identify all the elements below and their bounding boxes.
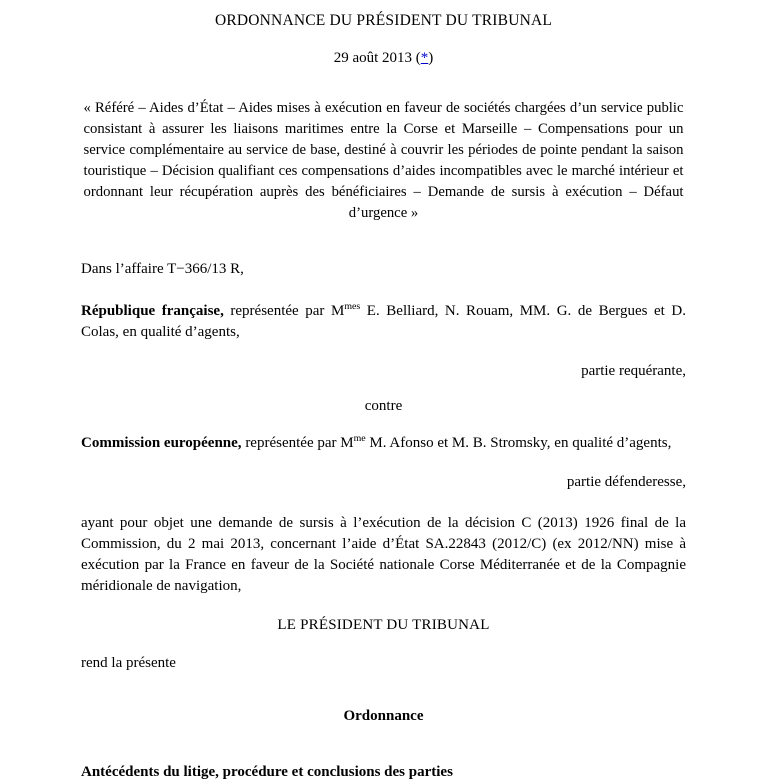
defendant-name: Commission européenne, bbox=[81, 435, 242, 452]
defendant-rest-1: représentée par M bbox=[241, 435, 354, 452]
case-summary: « Référé – Aides d’État – Aides mises à exécution en faveur de sociétés chargées d’un service public consistant à assurer les liaisons maritimes entre la Corse et Marseille – Compensations pour un service complémentaire au service de base, destiné à couvrir les périodes de pointe pendant la saison touristique – Décision qualifiant ces compensations d’aides incompatibles avec le marché intérieur et ordonnant leur récupération auprès des bénéficiaires – Demande de sursis à exécution – Défaut d’urgence » bbox=[83, 100, 684, 222]
page-title: ORDONNANCE DU PRÉSIDENT DU TRIBUNAL bbox=[214, 12, 553, 29]
versus-label: contre bbox=[364, 398, 403, 415]
applicant-abbrev-sup: mes bbox=[344, 301, 361, 313]
defendant-paragraph bbox=[81, 433, 686, 454]
case-number-line: Dans l’affaire T−366/13 R, bbox=[81, 261, 244, 278]
document-page bbox=[0, 12, 767, 781]
defendant-rest-2: M. Afonso et M. B. Stromsky, en qualité d’agents, bbox=[365, 435, 672, 452]
ordonnance-heading: Ordonnance bbox=[343, 708, 424, 725]
date-line bbox=[0, 50, 767, 67]
applicant-name: République française, bbox=[81, 303, 224, 320]
applicant-role: partie requérante, bbox=[581, 363, 686, 380]
president-line: LE PRÉSIDENT DU TRIBUNAL bbox=[277, 617, 490, 634]
footnote-asterisk-link[interactable]: * bbox=[420, 50, 429, 66]
section-heading: Antécédents du litige, procédure et conclusions des parties bbox=[81, 764, 453, 781]
defendant-role: partie défenderesse, bbox=[566, 474, 686, 491]
defendant-abbrev-sup: me bbox=[353, 433, 366, 445]
date-text: 29 août 2013 ( bbox=[333, 50, 421, 66]
object-paragraph: ayant pour objet une demande de sursis à l’exécution de la décision C (2013) 1926 final de la Commission, du 2 mai 2013, concernant l’aide d’État SA.22843 (2012/C) (ex 2012/NN) mise à exécution par la France en faveur de la Société nationale Corse Méditerranée et de la Compagnie méridionale de navigation, bbox=[81, 515, 686, 595]
applicant-rest-1: représentée par M bbox=[223, 303, 345, 320]
applicant-paragraph bbox=[81, 301, 686, 343]
rend-line: rend la présente bbox=[81, 655, 176, 672]
document-body bbox=[81, 259, 686, 781]
date-close-paren: ) bbox=[428, 50, 434, 66]
applicant-rest-2: E. Belliard, N. Rouam, MM. G. de Bergues et D. Colas, en qualité d’agents, bbox=[81, 303, 686, 341]
